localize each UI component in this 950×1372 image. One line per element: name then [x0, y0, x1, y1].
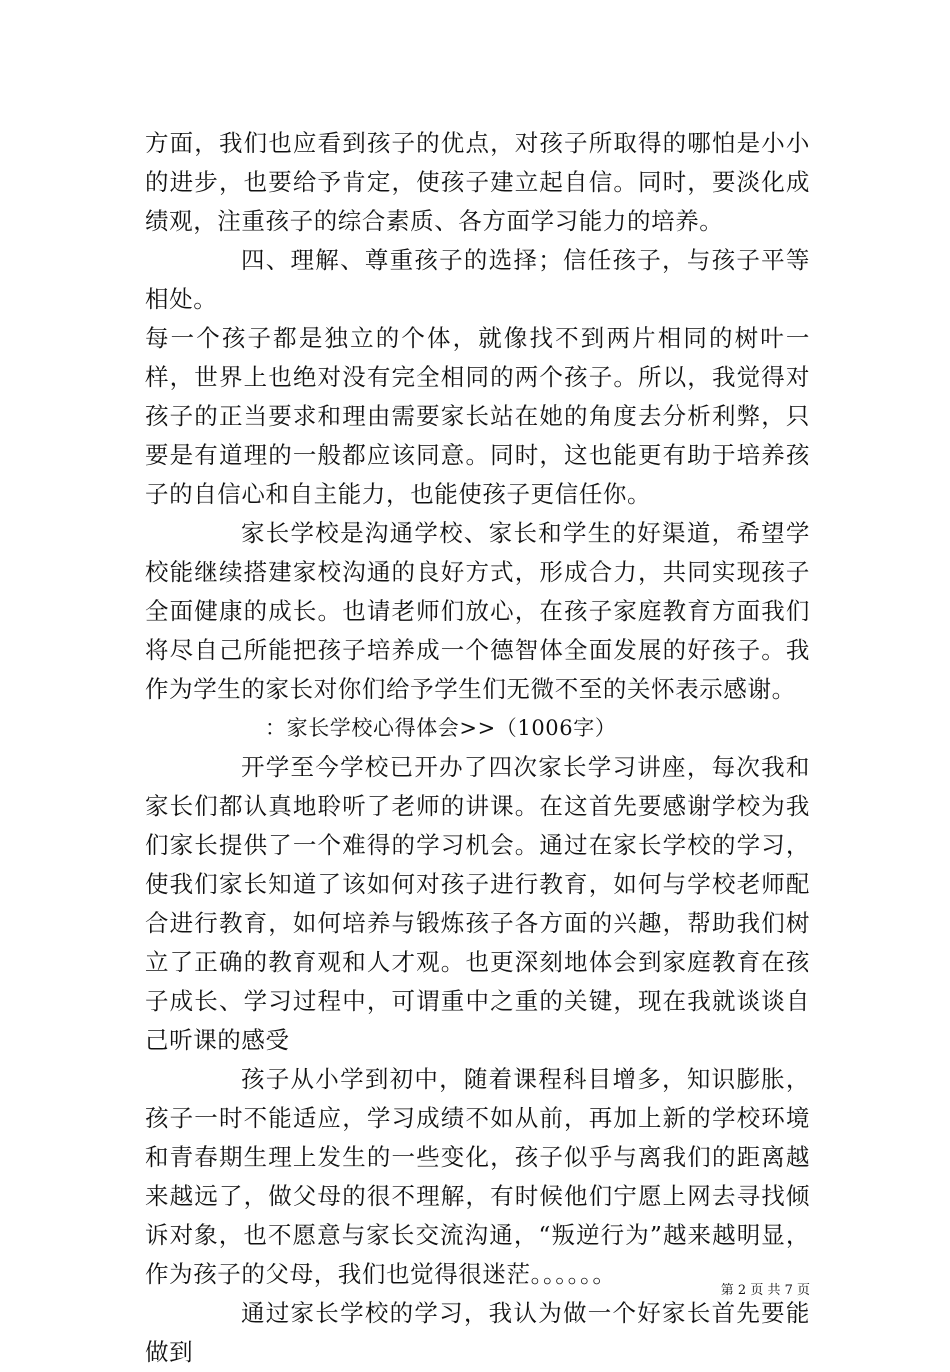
paragraph-point-four: 四、理解、尊重孩子的选择；信任孩子，与孩子平等相处。 [145, 246, 810, 313]
page-number: 第 2 页 共 7 页 [720, 1283, 810, 1298]
paragraph-lectures: 开学至今学校已开办了四次家长学习讲座，每次我和家长们都认真地聆听了老师的讲课。在这首先要感谢学校为我们家长提供了一个难得的学习机会。通过在家长学校的学习，使我们家长知道了该如何对孩子进行教育，如何与学校老师配合进行教育，如何培养与锻炼孩子各方面的兴趣，帮助我们树立了正确的教育观和人才观。也更深刻地体会到家庭教育在孩子成长、学习过程中，可谓重中之重的关键，现在我就谈谈自己听课的感受 [145, 753, 810, 1054]
paragraph-continued: 方面，我们也应看到孩子的优点，对孩子所取得的哪怕是小小的进步，也要给予肯定，使孩子建立起自信。同时，要淡化成绩观，注重孩子的综合素质、各方面学习能力的培养。 [145, 129, 810, 235]
paragraph-school-communication: 家长学校是沟通学校、家长和学生的好渠道，希望学校能继续搭建家校沟通的良好方式，形成合力，共同实现孩子全面健康的成长。也请老师们放心，在孩子家庭教育方面我们将尽自己所能把孩子培养成一个德智体全面发展的好孩子。我作为学生的家长对你们给予学生们无微不至的关怀表示感谢。 [145, 519, 810, 703]
paragraph-individuality: 每一个孩子都是独立的个体，就像找不到两片相同的树叶一样，世界上也绝对没有完全相同的两个孩子。所以，我觉得对孩子的正当要求和理由需要家长站在她的角度去分析利弊，只要是有道理的一般都应该同意。同时，这也能更有助于培养孩子的自信心和自主能力，也能使孩子更信任你。 [145, 324, 810, 508]
paragraph-good-parent: 通过家长学校的学习，我认为做一个好家长首先要能做到 [145, 1299, 810, 1366]
paragraph-middle-school: 孩子从小学到初中，随着课程科目增多，知识膨胀，孩子一时不能适应，学习成绩不如从前，再加上新的学校环境和青春期生理上发生的一些变化，孩子似乎与离我们的距离越来越远了，做父母的很不理解，有时候他们宁愿上网去寻找倾诉对象，也不愿意与家长交流沟通，“叛逆行为”越来越明显，作为孩子的父母，我们也觉得很迷茫。。。。。。 [145, 1065, 810, 1288]
document-body [145, 124, 810, 1372]
section-heading: ：家长学校心得体会>>（1006字） [265, 716, 617, 740]
